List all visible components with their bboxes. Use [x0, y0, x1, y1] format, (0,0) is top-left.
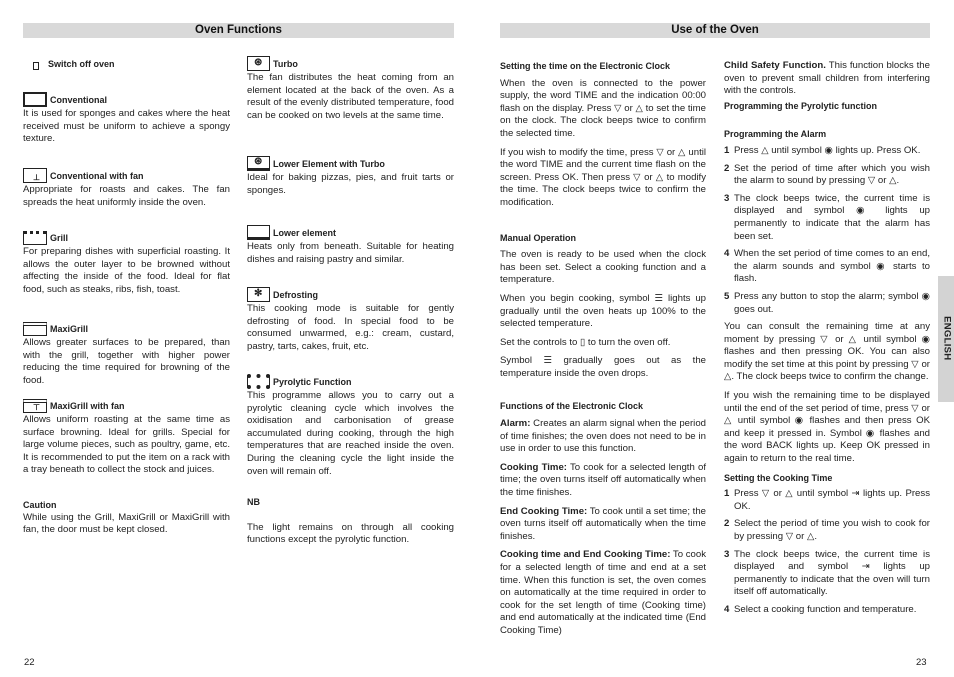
nb-title: NB — [247, 497, 260, 507]
function-switch-off — [23, 58, 230, 72]
step-text: Select the period of time you wish to cook for by pressing ▽ or △. — [734, 518, 930, 542]
function-title: Grill — [50, 233, 69, 244]
pyrolytic-icon — [247, 374, 270, 389]
page-number-left: 22 — [24, 657, 35, 668]
step-number: 3 — [724, 548, 730, 560]
child-label: Child Safety Function. — [724, 60, 826, 71]
conventional-fan-icon: ⊥ — [23, 168, 47, 183]
pyrolytic-programming-title: Programming the Pyrolytic function — [724, 100, 878, 111]
function-title: Conventional with fan — [50, 171, 144, 182]
step-number: 1 — [724, 488, 730, 500]
function-text: This programme allows you to carry out a pyrolytic cleaning cycle which involves the oxidisation and carbonisation of grease accumulated during cooking, through the high temperatures that are reached inside the oven. During the cleaning cycle the light inside the oven will remain off. — [247, 390, 454, 477]
function-text: This cooking mode is suitable for gently defrosting of food. In special food to be consumed unwarmed, e.g.: cream, custard, pastry, tarts, cakes, fruit, etc. — [247, 303, 454, 352]
alarm-text-2: If you wish the remaining time to be displayed until the end of the set period of time, press ▽ or △ until symbol ◉ flashes and then press OK and keep it pressed in. Symbol ◉ flashes and the word BACK lights up. Keep OK pressed in again to return to the real time. — [724, 390, 930, 465]
step-number: 5 — [724, 290, 730, 302]
language-label: ENGLISH — [941, 316, 953, 361]
alarm-step — [724, 163, 930, 188]
electronic-alarm — [500, 418, 706, 456]
function-text: Appropriate for roasts and cakes. The fan spreads the heat uniformly inside the oven. — [23, 184, 230, 208]
child-safety — [724, 60, 930, 98]
manual-text-1: The oven is ready to be used when the clock has been set. Select a cooking function and a temperature. — [500, 249, 706, 286]
alarm-step — [724, 248, 930, 286]
function-text: The fan distributes the heat coming from an element located at the back of the oven. As a result of the evenly distributed temperature, food can be cooked on two levels at the same time. — [247, 72, 454, 121]
caution-title: Caution — [23, 500, 57, 510]
cooking-step — [724, 604, 930, 617]
function-title: Switch off oven — [48, 59, 115, 69]
step-text: When the set period of time comes to an end, the alarm sounds and symbol ◉ starts to flash. — [734, 248, 930, 285]
alarm-title: Programming the Alarm — [724, 129, 827, 140]
function-title: MaxiGrill with fan — [50, 401, 125, 412]
maxigrill-icon — [23, 322, 47, 336]
function-maxigrill — [23, 322, 230, 387]
manual-title: Manual Operation — [500, 232, 577, 243]
function-title: Lower element — [273, 228, 337, 239]
item-text: To cook for a selected length of time; the oven turns itself off automatically when the time finishes. — [500, 461, 706, 499]
function-lower-turbo — [247, 156, 454, 197]
step-text: Press ▽ or △ until symbol ⇥ lights up. Press OK. — [734, 488, 930, 512]
function-title: Conventional — [50, 95, 108, 106]
function-title: Pyrolytic Function — [273, 377, 352, 388]
electronic-title: Functions of the Electronic Clock — [500, 401, 644, 412]
caution-text: While using the Grill, MaxiGrill or MaxiGrill with fan, the door must be kept closed. — [23, 511, 230, 536]
nb-block — [247, 496, 454, 547]
function-title: Lower Element with Turbo — [273, 159, 385, 170]
caution-block — [23, 499, 230, 537]
lower-turbo-icon: ⊛ — [247, 156, 270, 171]
function-turbo — [247, 56, 454, 122]
function-conventional — [23, 92, 230, 146]
function-defrost — [247, 287, 454, 353]
alarm-step — [724, 291, 930, 316]
manual-text-4: Symbol ☰ gradually goes out as the temperature inside the oven drops. — [500, 355, 706, 379]
cooking-step — [724, 518, 930, 543]
function-text: Allows greater surfaces to be prepared, than with the grill, together with higher power reducing the time required for browning of the food. — [23, 337, 230, 386]
function-text: Ideal for baking pizzas, pies, and fruit tarts or sponges. — [247, 172, 454, 196]
step-number: 4 — [724, 603, 730, 615]
item-label: Alarm: — [500, 418, 531, 430]
cooking-steps — [724, 488, 930, 616]
clock-title: Setting the time on the Electronic Clock — [500, 61, 671, 71]
step-text: The clock beeps twice, the current time is displayed and symbol ◉ lights up permanently to indicate that the alarm has been set. — [734, 192, 930, 242]
alarm-column — [724, 60, 930, 622]
item-label: Cooking time and End Cooking Time: — [500, 549, 671, 561]
function-title: Defrosting — [273, 290, 318, 301]
alarm-step — [724, 145, 930, 158]
step-text: Press any button to stop the alarm; symbol ◉ goes out. — [734, 290, 930, 315]
child-text: This function blocks the oven to prevent small children from interfering with the controls. — [724, 60, 930, 97]
grill-icon — [23, 231, 47, 245]
language-tab — [938, 276, 954, 402]
clock-column — [500, 60, 706, 644]
step-number: 2 — [724, 518, 730, 530]
function-text: Allows uniform roasting at the same time as surface browning. Ideal for grills. Special for large volume pieces, such as poultry, game, etc. It is recommended to put the item on a rack with a tray beneath to collect the stock and juices. — [23, 414, 230, 476]
step-text: Select a cooking function and temperature. — [734, 603, 917, 615]
switch-off-icon — [33, 62, 39, 70]
function-text: Heats only from beneath. Suitable for heating dishes and raising pastry and similar. — [247, 241, 454, 265]
alarm-step — [724, 193, 930, 243]
lower-element-icon — [247, 225, 270, 240]
defrost-icon: ✻ — [247, 287, 270, 302]
item-label: Cooking Time: — [500, 461, 567, 473]
nb-text: The light remains on through all cooking functions except the pyrolytic function. — [247, 521, 454, 546]
step-text: The clock beeps twice, the current time is displayed and symbol ⇥ lights up permanently to indicate that the oven will turn itself off automatically. — [734, 548, 930, 598]
step-text: Set the period of time after which you wish the alarm to sound by pressing ▽ or △. — [734, 162, 930, 187]
alarm-steps — [724, 145, 930, 316]
step-number: 3 — [724, 192, 730, 204]
right-page-header: Use of the Oven — [500, 23, 930, 38]
item-text: To cook for a selected length of time and end at a set time. When this function is set, the oven comes on automatically at the time required in order to cook for the set length of time (Cooking time) and end automatically at the indicated time (End Cooking Time) — [500, 549, 706, 636]
step-text: Press △ until symbol ◉ lights up. Press OK. — [734, 144, 921, 156]
function-text: It is used for sponges and cakes where the heat received must be uniform to achieve a spongy texture. — [23, 108, 230, 145]
function-conventional-fan — [23, 168, 230, 209]
item-text: Creates an alarm signal when the period of time finishes; the oven does not need to be in use in order to use this function. — [500, 418, 706, 455]
step-number: 2 — [724, 162, 730, 174]
electronic-cooking-time — [500, 462, 706, 500]
function-text: For preparing dishes with superficial roasting. It allows the outer layer to be browned without affecting the inside of the food. Ideal for flat food, such as steaks, ribs, fish, toast. — [23, 246, 230, 295]
function-lower-element — [247, 225, 454, 266]
manual-text-2: When you begin cooking, symbol ☰ lights up gradually until the oven heats up 100% to the selected temperature. — [500, 292, 706, 330]
item-text: To cook until a set time; the oven turns itself off automatically when the time finishes. — [500, 505, 707, 542]
function-title: Turbo — [273, 59, 298, 70]
clock-text-1: When the oven is connected to the power supply, the word TIME and the indication 00:00 flash on the display. Press ▽ or △ to set the time on the clock. The clock beeps twice to confirm the selected time. — [500, 77, 706, 139]
page-number-right: 23 — [916, 657, 927, 668]
item-label: End Cooking Time: — [500, 505, 588, 517]
cooking-step — [724, 549, 930, 599]
function-pyrolytic — [247, 374, 454, 478]
manual-text-3: Set the controls to ▯ to turn the oven off. — [500, 336, 671, 348]
function-grill — [23, 231, 230, 296]
conventional-icon — [23, 92, 47, 107]
electronic-end-time — [500, 506, 706, 544]
function-title: MaxiGrill — [50, 324, 89, 335]
clock-text-2: If you wish to modify the time, press ▽ or △ until the word TIME and the current time flash on the screen. Press OK. Then press ▽ or △ to modify the time. The clock beeps twice to confirm the modification. — [500, 146, 706, 208]
left-page-header: Oven Functions — [23, 23, 454, 38]
turbo-icon: ⊛ — [247, 56, 270, 71]
step-number: 1 — [724, 144, 730, 156]
maxigrill-fan-icon: ⊤ — [23, 399, 47, 413]
electronic-both — [500, 549, 706, 637]
cooking-step — [724, 488, 930, 513]
alarm-text-1: You can consult the remaining time at any moment by pressing ▽ or △ until symbol ◉ flashes and then pressing OK. You can also modify the set time at this point by pressing ▽ or △. The clock beeps twice to confirm the change. — [724, 321, 930, 383]
function-maxigrill-fan — [23, 399, 230, 477]
step-number: 4 — [724, 248, 730, 260]
cooking-time-title: Setting the Cooking Time — [724, 472, 833, 483]
